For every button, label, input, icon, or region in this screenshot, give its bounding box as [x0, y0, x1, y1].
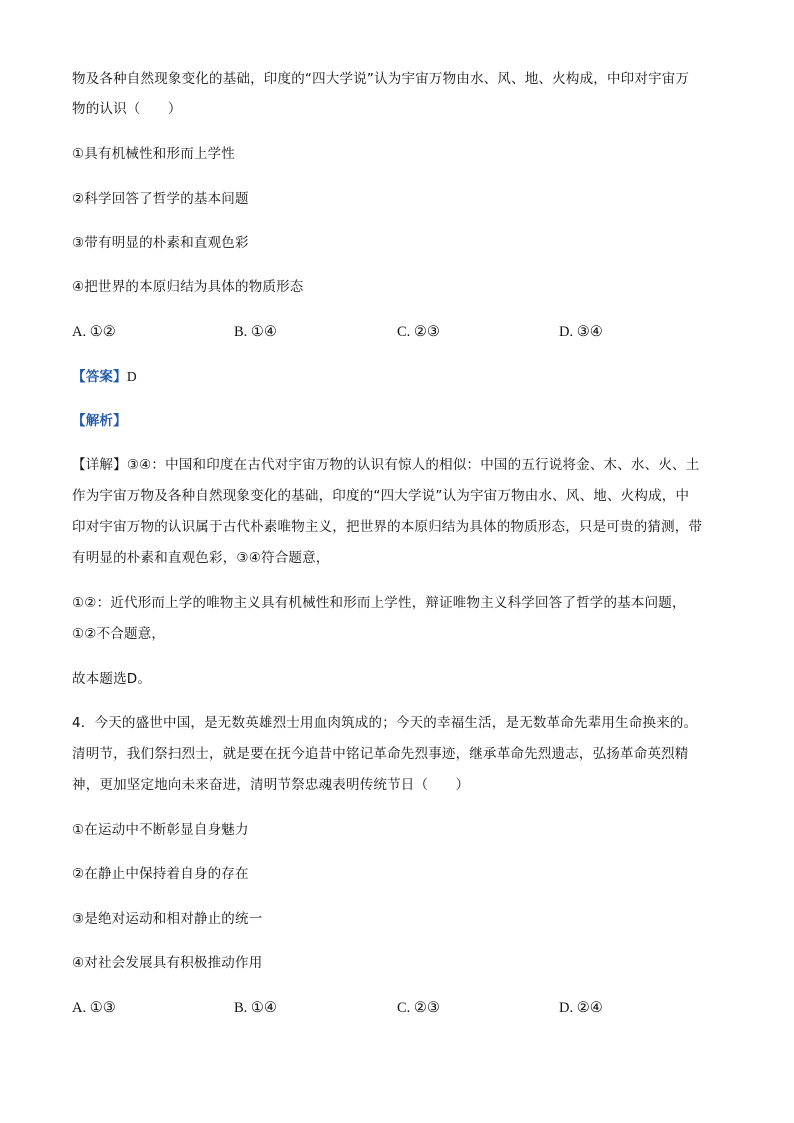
- question-3-statement-1: ①具有机械性和形而上学性: [72, 146, 236, 162]
- question-4-option-b: B. ①④: [234, 1000, 277, 1016]
- detail-line-3: 印对宇宙万物的认识属于古代朴素唯物主义，把世界的本原归结为具体的物质形态，只是可贵的猜测，带: [72, 519, 703, 535]
- question-4-stem-line-1: 4．今天的盛世中国，是无数英雄烈士用血肉筑成的；今天的幸福生活，是无数革命先辈用生命换来的。: [72, 715, 698, 731]
- question-3-option-b: B. ①④: [234, 324, 277, 340]
- question-3-option-c: C. ②③: [397, 324, 440, 340]
- question-4-statement-3: ③是绝对运动和相对静止的统一: [72, 911, 263, 927]
- question-4-option-d: D. ②④: [559, 1000, 603, 1016]
- analysis-line: [72, 412, 127, 430]
- conclusion-line: 故本题选D。: [72, 671, 152, 687]
- detail-para2-line-2: ①②不合题意，: [72, 626, 166, 642]
- question-4-statement-4: ④对社会发展具有积极推动作用: [72, 955, 263, 971]
- question-4-option-a: A. ①③: [72, 1000, 116, 1016]
- question-4-statement-2: ②在静止中保持着自身的存在: [72, 866, 249, 882]
- detail-text-1: ③④：中国和印度在古代对宇宙万物的认识有惊人的相似：中国的五行说将金、木、水、火、土: [126, 457, 700, 473]
- question-3-option-a: A. ①②: [72, 324, 116, 340]
- answer-value: D: [126, 369, 137, 384]
- question-4-stem-line-2: 清明节，我们祭扫烈士，就是要在抚今追昔中铭记革命先烈事迹，继承革命先烈遗志，弘扬革命英烈精: [72, 746, 689, 762]
- question-3-statement-3: ③带有明显的朴素和直观色彩: [72, 235, 249, 251]
- detail-line-4: 有明显的朴素和直观色彩，③④符合题意，: [72, 550, 330, 566]
- answer-line: [72, 368, 137, 386]
- detail-line-2: 作为宇宙万物及各种自然现象变化的基础，印度的“四大学说”认为宇宙万物由水、风、地、火构成，中: [72, 488, 690, 504]
- question-4-option-c: C. ②③: [397, 1000, 440, 1016]
- detail-tag: 【详解】: [72, 457, 127, 473]
- question-3-option-d: D. ③④: [559, 324, 603, 340]
- question-3-statement-4: ④把世界的本原归结为具体的物质形态: [72, 279, 304, 295]
- answer-tag: 【答案】: [72, 369, 127, 385]
- question-4-statement-1: ①在运动中不断彰显自身魅力: [72, 822, 249, 838]
- detail-line-1: [72, 456, 699, 474]
- detail-para2-line-1: ①②：近代形而上学的唯物主义具有机械性和形而上学性，辩证唯物主义科学回答了哲学的基本问题，: [72, 595, 686, 611]
- question-4-stem-line-3: 神，更加坚定地向未来奋进，清明节祭忠魂表明传统节日（ ）: [72, 777, 470, 793]
- analysis-tag: 【解析】: [72, 413, 127, 429]
- question-3-stem-line-1: 物及各种自然现象变化的基础，印度的“四大学说”认为宇宙万物由水、风、地、火构成，中印对宇宙万: [72, 71, 690, 87]
- question-3-statement-2: ②科学回答了哲学的基本问题: [72, 191, 249, 207]
- question-3-stem-line-2: 物的认识（ ）: [72, 101, 182, 117]
